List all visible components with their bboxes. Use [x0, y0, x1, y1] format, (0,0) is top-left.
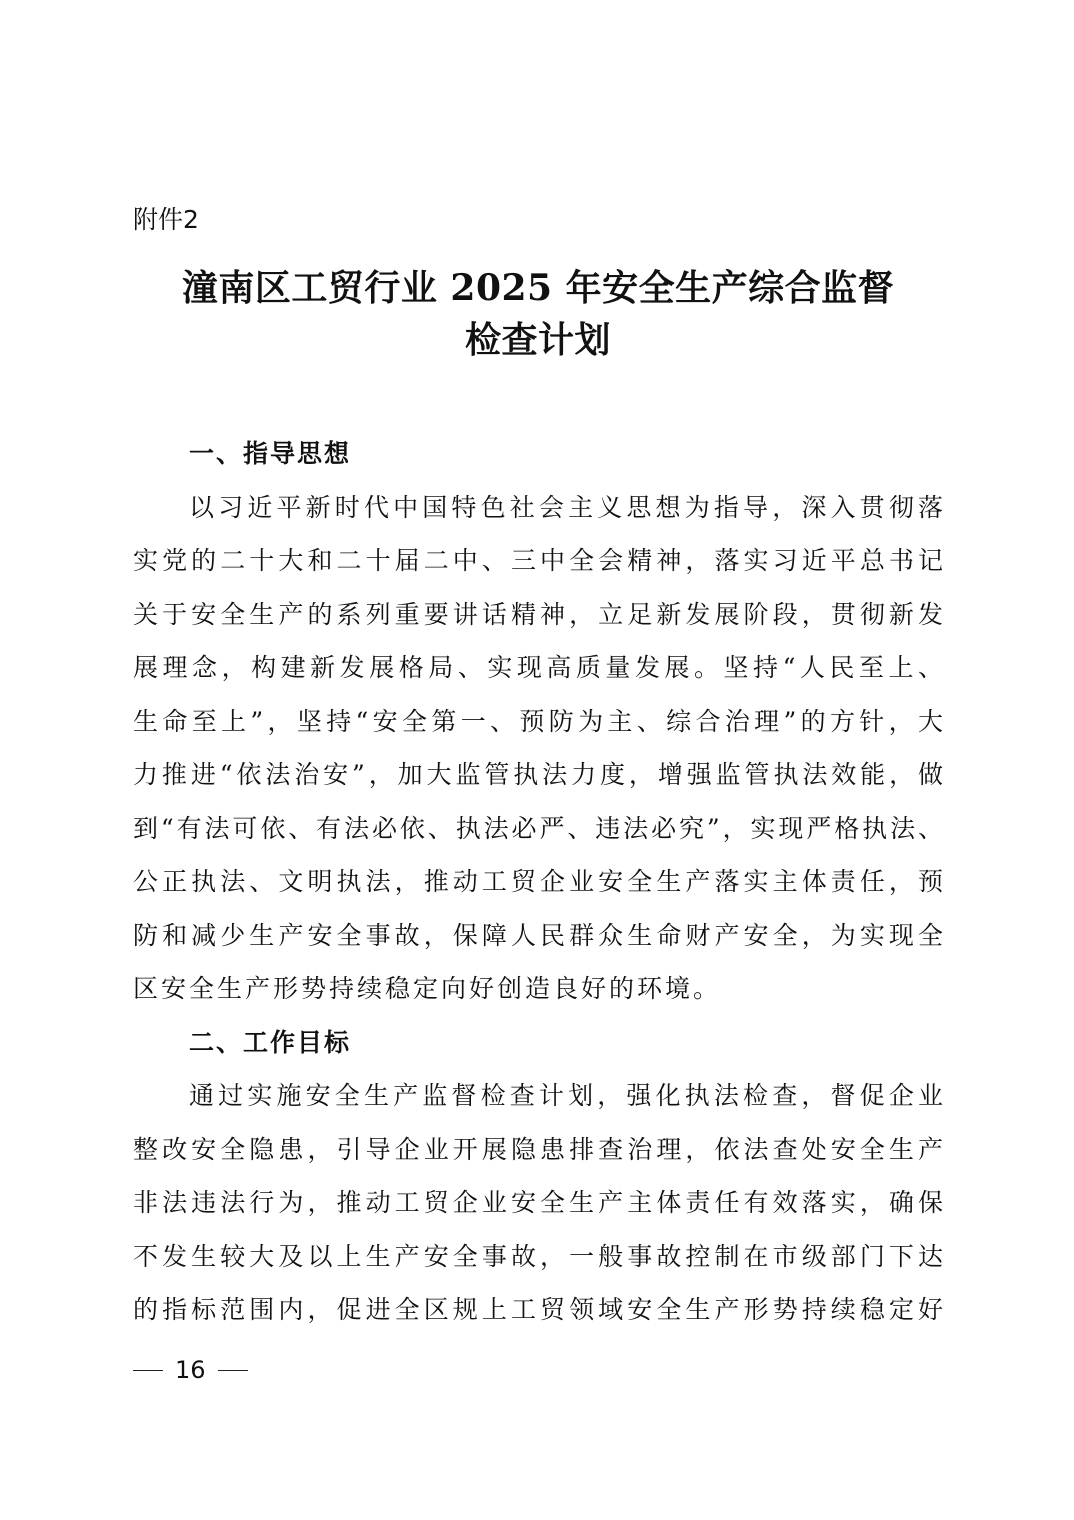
paragraph-line: 不发生较大及以上生产安全事故，一般事故控制在市级部门下达 — [133, 1241, 943, 1271]
section-heading-guiding-ideology: 一、指导思想 — [189, 439, 352, 468]
paragraph-line: 展理念，构建新发展格局、实现高质量发展。坚持“人民至上、 — [133, 653, 943, 682]
paragraph-line: 公正执法、文明执法，推动工贸企业安全生产落实主体责任，预 — [133, 867, 943, 896]
paragraph-work-objectives — [133, 1069, 943, 1337]
page-number-right-dash — [218, 1370, 248, 1371]
section-heading-work-objectives: 二、工作目标 — [189, 1027, 352, 1057]
paragraph-line: 力推进“依法治安”，加大监管执法力度，增强监管执法效能，做 — [133, 760, 943, 789]
title-line-2: 检查计划 — [464, 319, 611, 361]
paragraph-line: 的指标范围内，促进全区规上工贸领域安全生产形势持续稳定好 — [133, 1295, 943, 1324]
page-number: 16 — [175, 1356, 206, 1384]
paragraph-line: 整改安全隐患，引导企业开展隐患排查治理，依法查处安全生产 — [133, 1134, 943, 1164]
paragraph-line: 实党的二十大和二十届二中、三中全会精神，落实习近平总书记 — [133, 546, 943, 575]
page-footer — [133, 1352, 248, 1388]
paragraph-line: 区安全生产形势持续稳定向好创造良好的环境。 — [133, 974, 722, 1003]
paragraph-line: 生命至上”，坚持“安全第一、预防为主、综合治理”的方针，大 — [133, 706, 943, 736]
title-line-1: 潼南区工贸行业 2025 年安全生产综合监督 — [181, 267, 895, 309]
paragraph-line: 非法违法行为，推动工贸企业安全生产主体责任有效落实，确保 — [133, 1188, 943, 1217]
paragraph-line: 防和减少生产安全事故，保障人民群众生命财产安全，为实现全 — [133, 920, 943, 950]
paragraph-line: 通过实施安全生产监督检查计划，强化执法检查，督促企业 — [189, 1081, 943, 1110]
page-number-left-dash — [133, 1370, 163, 1371]
paragraph-line: 关于安全生产的系列重要讲话精神，立足新发展阶段，贯彻新发 — [133, 599, 943, 629]
paragraph-line: 到“有法可依、有法必依、执法必严、违法必究”，实现严格执法、 — [133, 813, 943, 843]
document-title — [133, 262, 943, 366]
paragraph-line: 以习近平新时代中国特色社会主义思想为指导，深入贯彻落 — [189, 492, 943, 522]
document-body — [133, 427, 943, 1337]
attachment-label: 附件2 — [133, 205, 199, 234]
paragraph-guiding-ideology — [133, 481, 943, 1016]
